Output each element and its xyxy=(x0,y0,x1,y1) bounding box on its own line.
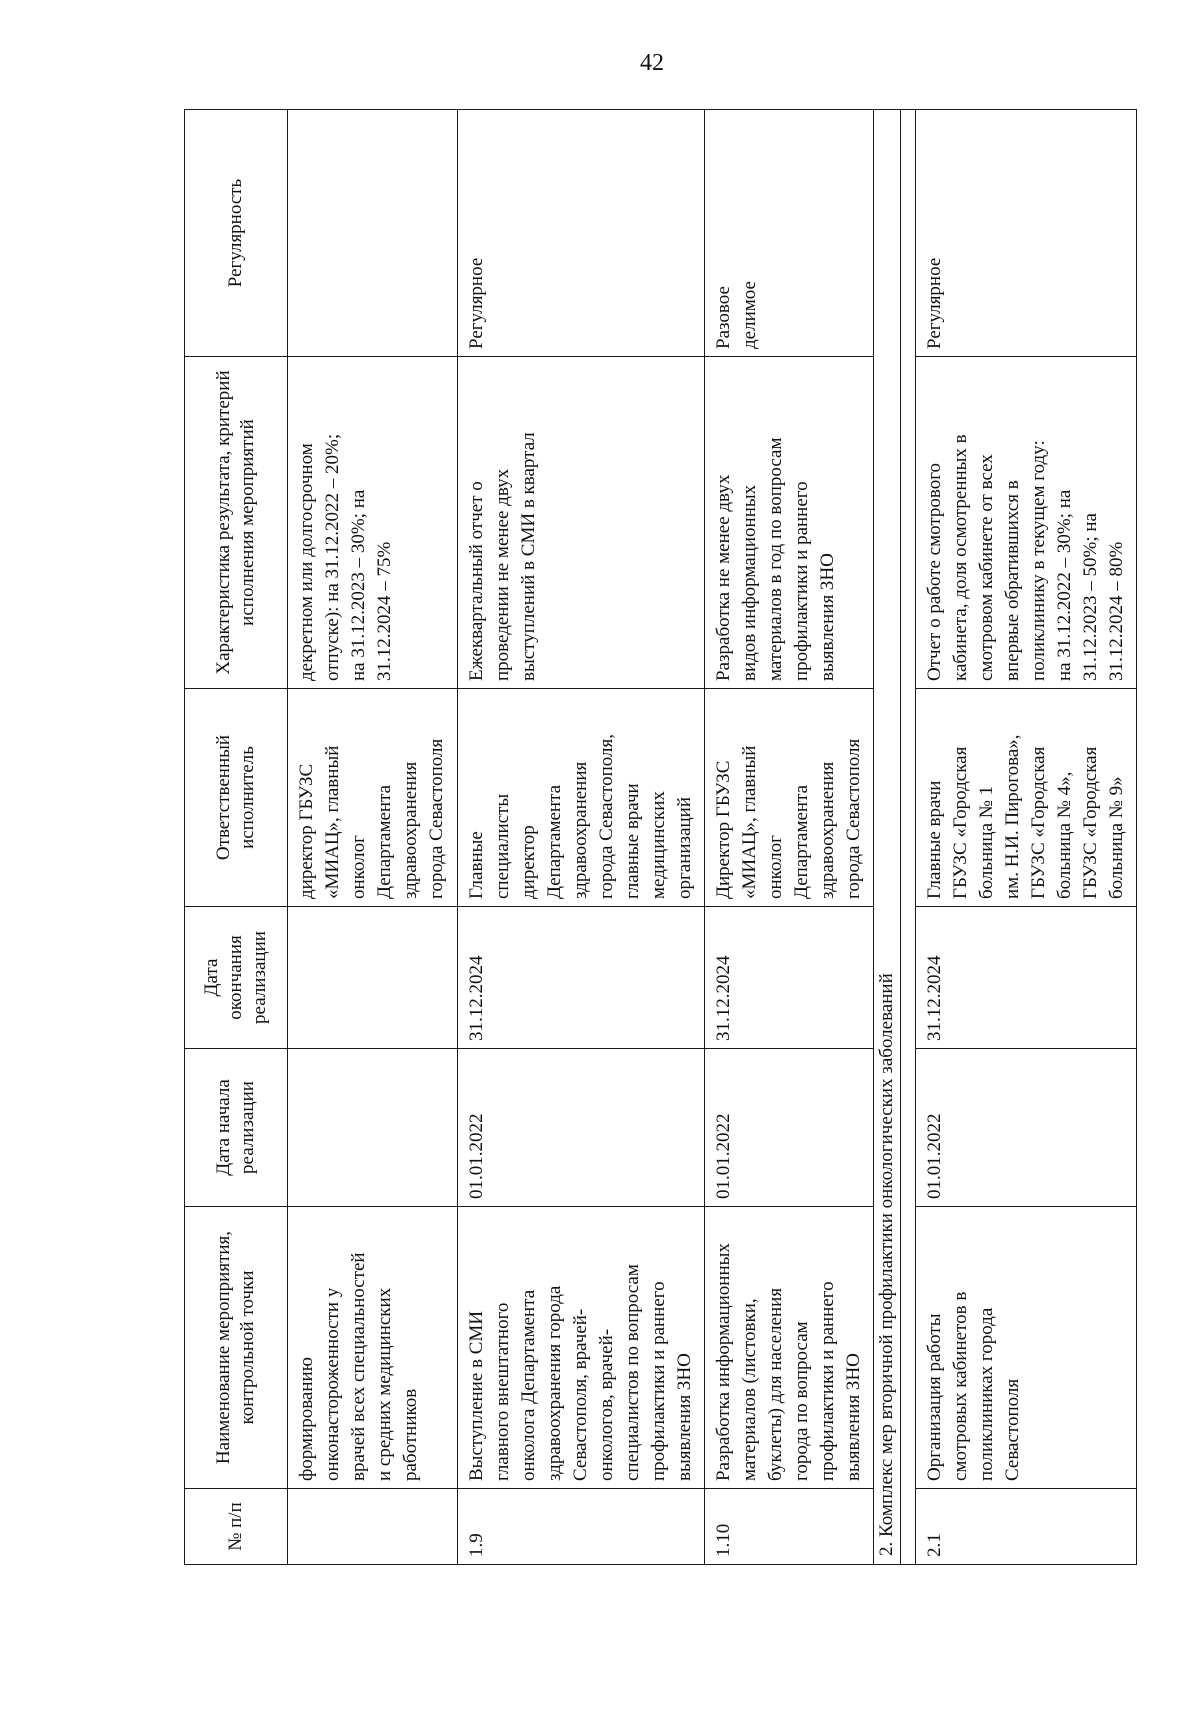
cell-end: 31.12.2024 xyxy=(705,907,874,1049)
cell-result: Разработка не менее двух видов информационных материалов в год по вопросам профилактики и раннего выявления ЗНО xyxy=(705,357,874,689)
page-number: 42 xyxy=(640,50,664,76)
cell-num: 1.10 xyxy=(705,1489,874,1565)
cell-name: формированию онконастороженности у врачей всех специальностей и средних медицинских работников xyxy=(288,1207,458,1489)
table-row xyxy=(458,110,705,1565)
cell-end: 31.12.2024 xyxy=(458,907,705,1049)
cell-executor: Директор ГБУЗС «МИАЦ», главный онколог Департамента здравоохранения города Севастополя xyxy=(705,689,874,907)
cell-num xyxy=(288,1489,458,1565)
header-executor: Ответственный исполнитель xyxy=(185,689,288,907)
table-row xyxy=(916,110,1137,1565)
header-start: Дата начала реализации xyxy=(185,1049,288,1207)
rotated-table-container xyxy=(184,110,1149,1565)
cell-regularity: Разовое делимое xyxy=(705,110,874,357)
table-row xyxy=(705,110,874,1565)
cell-num: 2.1 xyxy=(916,1489,1137,1565)
cell-start xyxy=(288,1049,458,1207)
section-gap-cell xyxy=(901,110,916,1565)
cell-start: 01.01.2022 xyxy=(916,1049,1137,1207)
header-end: Дата окончания реализации xyxy=(185,907,288,1049)
section-row xyxy=(874,110,901,1565)
cell-result: декретном или долгосрочном отпуске): на 31.12.2022 – 20%; на 31.12.2023 – 30%; на 31.12.2024 – 75% xyxy=(288,357,458,689)
cell-start: 01.01.2022 xyxy=(705,1049,874,1207)
header-result: Характеристика результата, критерий исполнения мероприятий xyxy=(185,357,288,689)
section-title: 2. Комплекс мер вторичной профилактики онкологических заболеваний xyxy=(874,110,901,1565)
table-header-row xyxy=(185,110,288,1565)
cell-executor: Главные врачи ГБУЗС «Городская больница № 1 им. Н.И. Пирогова», ГБУЗС «Городская больница № 4», ГБУЗС «Городская больница № 9» xyxy=(916,689,1137,907)
section-gap-row xyxy=(901,110,916,1565)
cell-result: Ежеквартальный отчет о проведении не менее двух выступлений в СМИ в квартал xyxy=(458,357,705,689)
header-name: Наименование мероприятия, контрольной точки xyxy=(185,1207,288,1489)
cell-regularity xyxy=(288,110,458,357)
measures-table xyxy=(184,109,1137,1565)
cell-regularity: Регулярное xyxy=(458,110,705,357)
cell-name: Разработка информационных материалов (листовки, буклеты) для населения города по вопросам профилактики и раннего выявления ЗНО xyxy=(705,1207,874,1489)
table-row xyxy=(288,110,458,1565)
cell-num: 1.9 xyxy=(458,1489,705,1565)
header-regularity: Регулярность xyxy=(185,110,288,357)
cell-regularity: Регулярное xyxy=(916,110,1137,357)
cell-name: Выступление в СМИ главного внештатного онколога Департамента здравоохранения города Севастополя, врачей- онкологов, врачей- специалистов по вопросам профилактики и раннего выявления ЗНО xyxy=(458,1207,705,1489)
cell-result: Отчет о работе смотрового кабинета, доля осмотренных в смотровом кабинете от всех впервые обратившихся в поликлинику в текущем году: на 31.12.2022 – 30%; на 31.12.2023 – 50%; на 31.12.2024 – 80% xyxy=(916,357,1137,689)
cell-name: Организация работы смотровых кабинетов в поликлиниках города Севастополя xyxy=(916,1207,1137,1489)
cell-end xyxy=(288,907,458,1049)
cell-start: 01.01.2022 xyxy=(458,1049,705,1207)
cell-executor: Главные специалисты директор Департамента здравоохранения города Севастополя, главные врачи медицинских организаций xyxy=(458,689,705,907)
header-num: № п/п xyxy=(185,1489,288,1565)
cell-end: 31.12.2024 xyxy=(916,907,1137,1049)
cell-executor: директор ГБУЗС «МИАЦ», главный онколог Департамента здравоохранения города Севастополя xyxy=(288,689,458,907)
